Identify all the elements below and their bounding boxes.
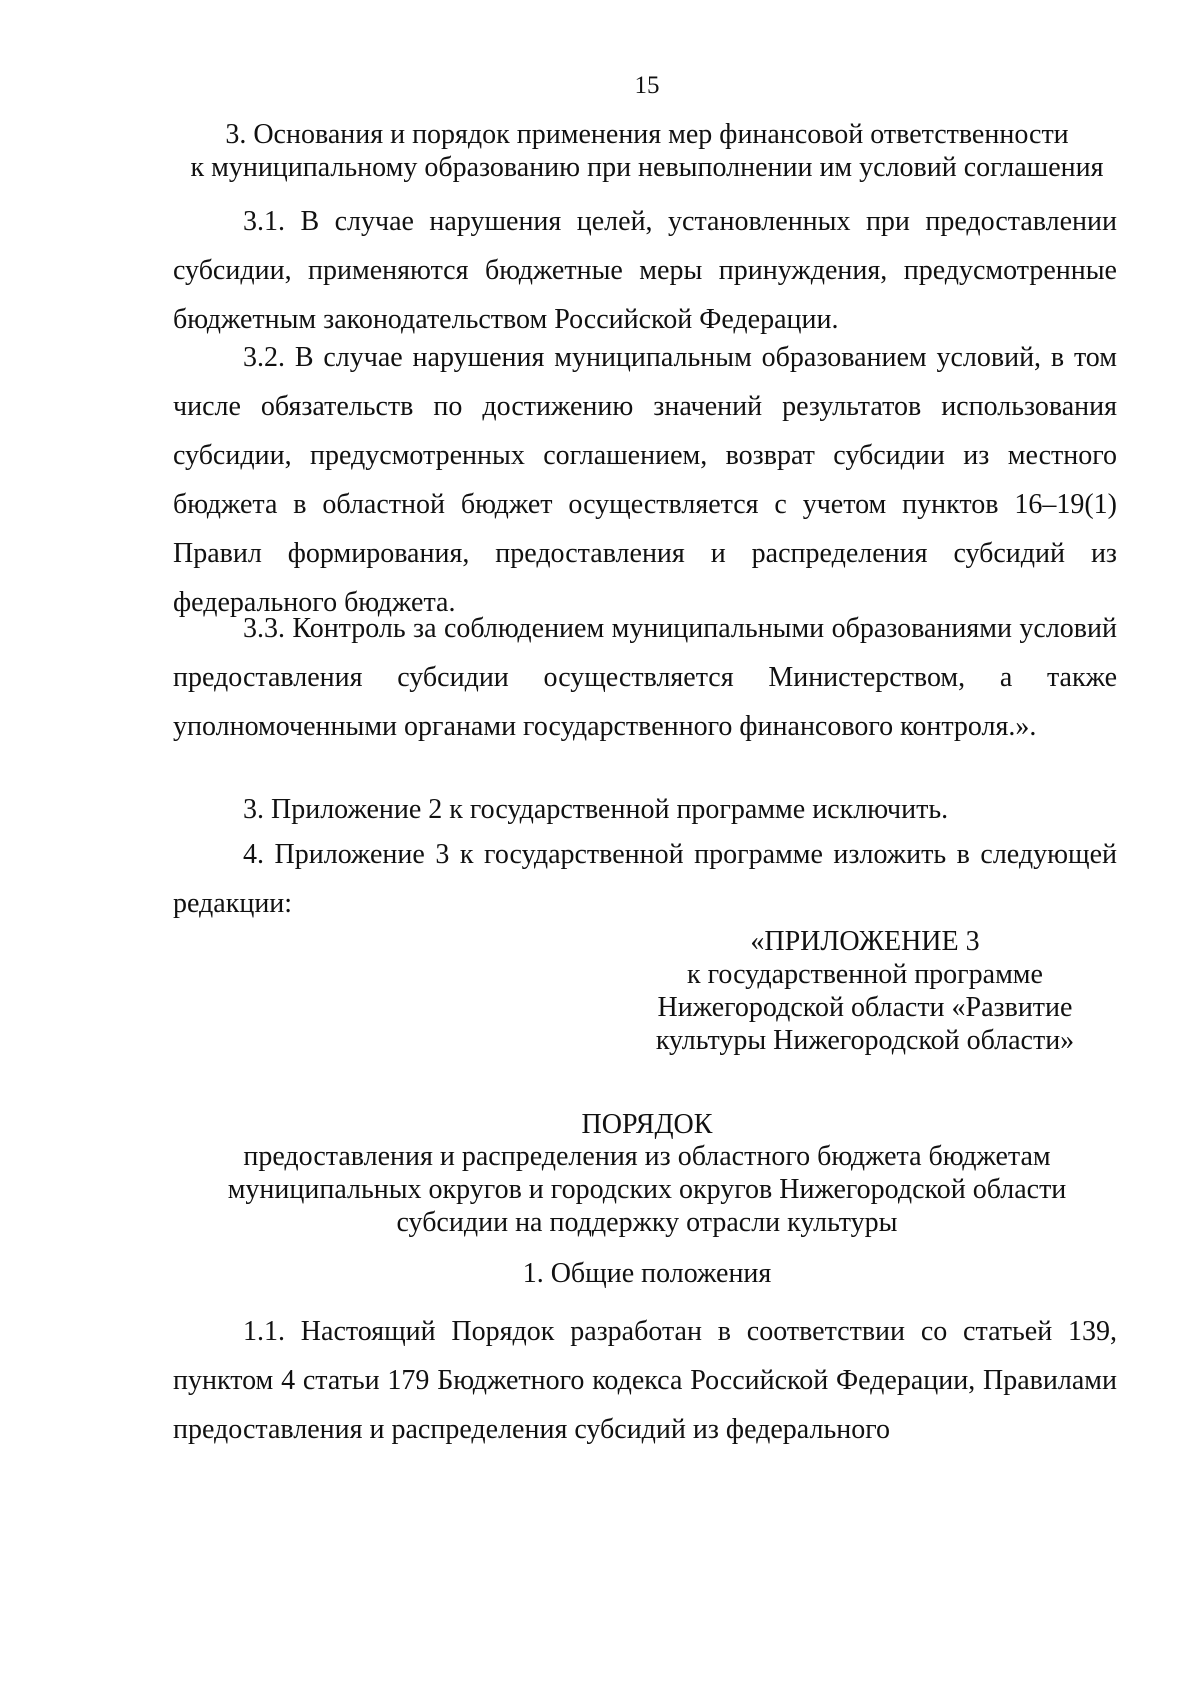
paragraph-1-1: 1.1. Настоящий Порядок разработан в соответствии со статьей 139, пунктом 4 статьи 179 Бюджетного кодекса Российской Федерации, Правилами предоставления и распределения субсидий из федерального	[173, 1316, 1117, 1445]
section-3-heading-line-2: к муниципальному образованию при невыполнении им условий соглашения	[190, 152, 1104, 183]
appendix-line-1: «ПРИЛОЖЕНИЕ 3	[750, 926, 980, 957]
page-number: 15	[634, 72, 660, 99]
section-3-heading-line-1: 3. Основания и порядок применения мер финансовой ответственности	[225, 119, 1069, 150]
appendix-line-4: культуры Нижегородской области»	[655, 1025, 1075, 1056]
section-3-heading	[100, 118, 1194, 184]
appendix-3-header	[600, 925, 1130, 1057]
paragraph-3-1: 3.1. В случае нарушения целей, установленных при предоставлении субсидии, применяются бюджетные меры принуждения, предусмотренные бюджетным законодательством Российской Федерации.	[173, 206, 1117, 335]
paragraph-3-3: 3.3. Контроль за соблюдением муниципальными образованиями условий предоставления субсидии осуществляется Министерством, а также уполномоченными органами государственного финансового контроля.».	[173, 613, 1117, 742]
order-subtitle-line-3: субсидии на поддержку отрасли культуры	[396, 1207, 898, 1238]
order-subtitle-line-2: муниципальных округов и городских округов Нижегородской области	[227, 1174, 1067, 1205]
order-subtitle-line-1: предоставления и распределения из областного бюджета бюджетам	[243, 1141, 1051, 1172]
item-4-replace-appendix-3: 4. Приложение 3 к государственной программе изложить в следующей редакции:	[173, 839, 1117, 919]
section-1-heading: 1. Общие положения	[522, 1258, 772, 1289]
paragraph-3-2: 3.2. В случае нарушения муниципальным образованием условий, в том числе обязательств по достижению значений результатов использования субсидии, предусмотренных соглашением, возврат субсидии из местного бюджета в областной бюджет осуществляется с учетом пунктов 16–19(1) Правил формирования, предоставления и распределения субсидий из федерального бюджета.	[173, 342, 1117, 618]
appendix-line-2: к государственной программе	[687, 959, 1043, 990]
order-title: ПОРЯДОК	[581, 1109, 713, 1140]
order-subtitle	[100, 1140, 1194, 1239]
item-3-remove-appendix-2: 3. Приложение 2 к государственной программе исключить.	[243, 794, 949, 825]
appendix-line-3: Нижегородской области «Развитие	[657, 992, 1073, 1023]
